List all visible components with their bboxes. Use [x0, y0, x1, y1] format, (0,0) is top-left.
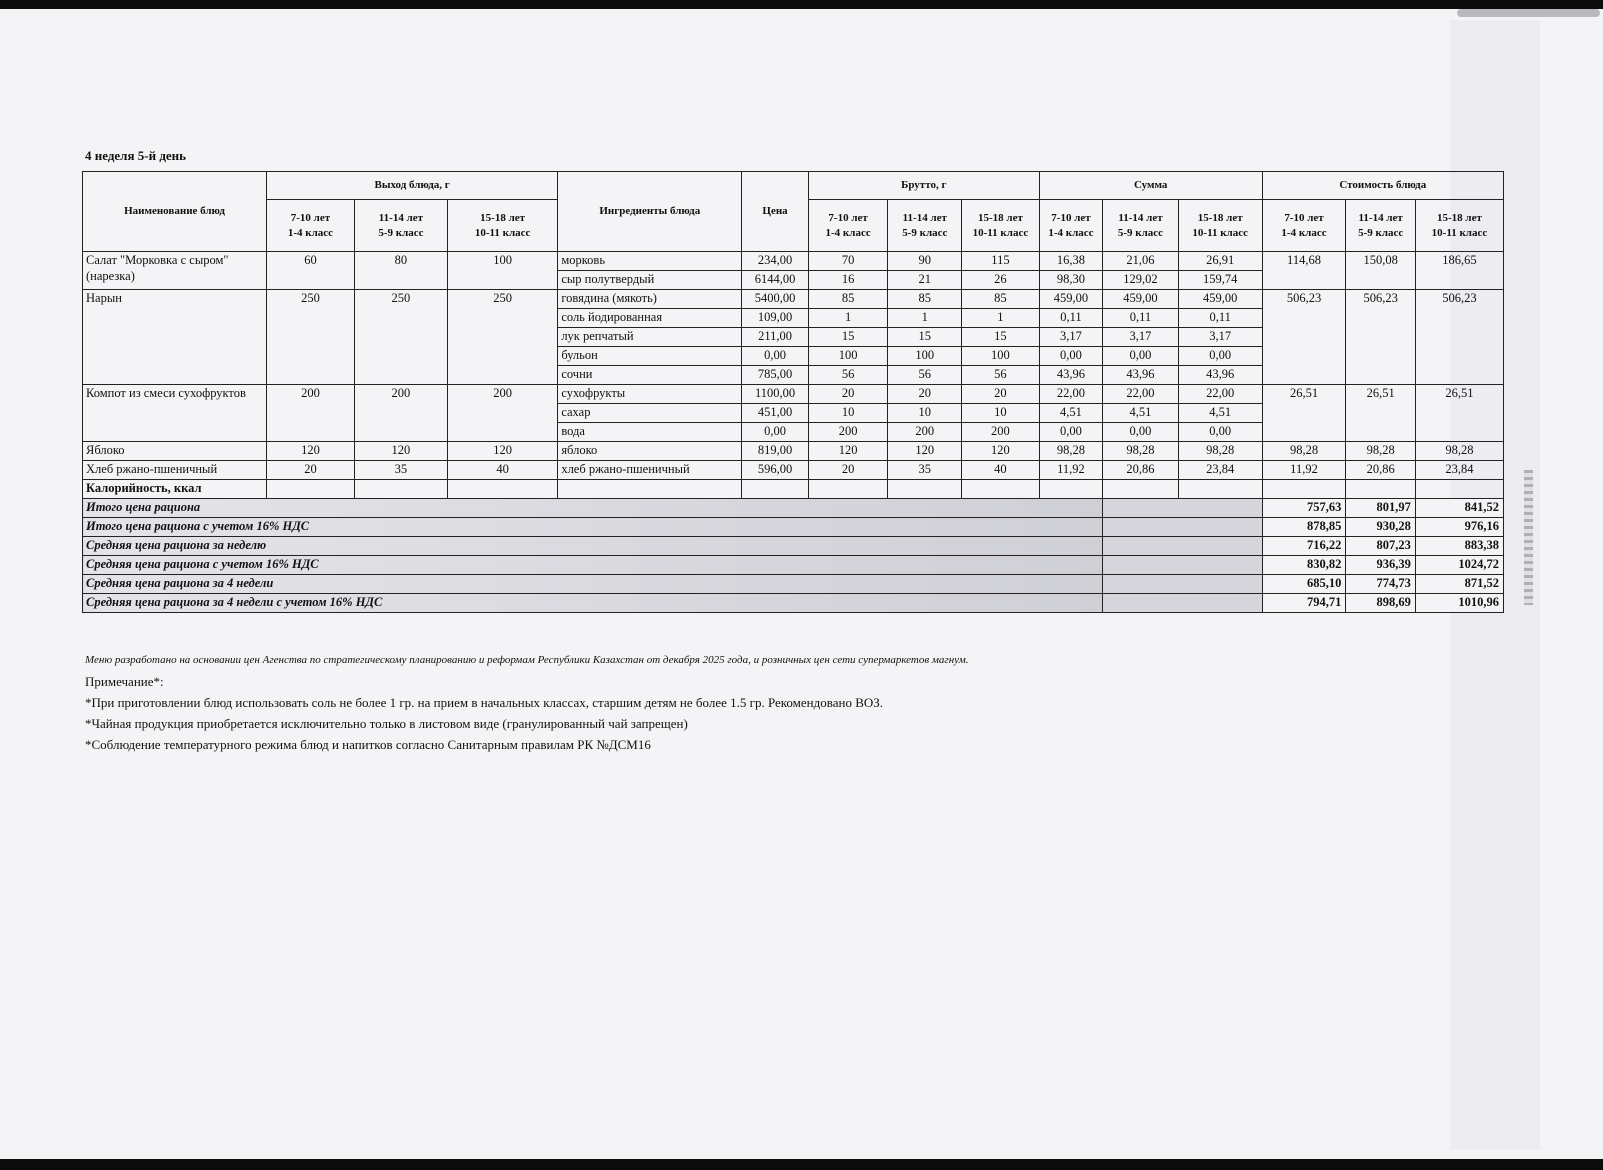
notes-section: [85, 650, 969, 755]
age-group-header: [962, 200, 1040, 252]
scrollbar-thumb[interactable]: [1457, 9, 1600, 17]
sum-cell: 159,74: [1178, 271, 1262, 290]
sum-cell: 98,28: [1103, 442, 1179, 461]
sum-cell: 16,38: [1039, 252, 1102, 271]
total-value: 774,73: [1346, 575, 1416, 594]
brutto-cell: 1: [808, 309, 888, 328]
dish-name: Яблоко: [83, 442, 267, 461]
ingredient-name: хлеб ржано-пшеничный: [558, 461, 742, 480]
ingredient-name: бульон: [558, 347, 742, 366]
brutto-cell: 120: [888, 442, 962, 461]
age-label: 15-18 лет: [977, 211, 1023, 224]
note-item: *Чайная продукция приобретается исключительно только в листовом виде (гранулированный чай запрещен): [85, 716, 688, 731]
brutto-cell: 56: [962, 366, 1040, 385]
dish-cost-cell: 98,28: [1415, 442, 1503, 461]
grade-label: 1-4 класс: [1281, 226, 1327, 239]
output-cell: 250: [354, 290, 447, 385]
age-group-header: [888, 200, 962, 252]
total-value: 878,85: [1262, 518, 1346, 537]
output-cell: 60: [267, 252, 355, 290]
dish-cost-cell: 506,23: [1262, 290, 1346, 385]
dish-cost-cell: 11,92: [1262, 461, 1346, 480]
sum-cell: 98,28: [1039, 442, 1102, 461]
grade-label: 5-9 класс: [1117, 226, 1164, 239]
brutto-cell: 56: [808, 366, 888, 385]
sum-cell: 20,86: [1103, 461, 1179, 480]
brutto-cell: 10: [962, 404, 1040, 423]
price-cell: 0,00: [742, 423, 808, 442]
header-output: Выход блюда, г: [267, 172, 558, 200]
dish-cost-cell: 506,23: [1346, 290, 1416, 385]
ingredient-name: яблоко: [558, 442, 742, 461]
brutto-cell: 85: [962, 290, 1040, 309]
age-label: 15-18 лет: [480, 211, 526, 224]
sum-cell: 98,28: [1178, 442, 1262, 461]
output-cell: 20: [267, 461, 355, 480]
empty-cell: [1039, 480, 1102, 499]
sum-cell: 4,51: [1103, 404, 1179, 423]
sum-cell: 0,00: [1178, 423, 1262, 442]
age-label: 15-18 лет: [1437, 211, 1482, 224]
price-cell: 785,00: [742, 366, 808, 385]
total-value: 976,16: [1415, 518, 1503, 537]
output-cell: 40: [447, 461, 557, 480]
sum-cell: 43,96: [1103, 366, 1179, 385]
sum-cell: 43,96: [1178, 366, 1262, 385]
grade-label: 1-4 класс: [1048, 226, 1094, 239]
total-label: Средняя цена рациона за 4 недели с учетом 16% НДС: [83, 594, 1103, 613]
age-label: 11-14 лет: [378, 211, 424, 224]
total-value: 930,28: [1346, 518, 1416, 537]
age-group-header: [354, 200, 447, 252]
ingredient-name: вода: [558, 423, 742, 442]
output-cell: 250: [267, 290, 355, 385]
empty-cell: [742, 480, 808, 499]
ingredient-name: сочни: [558, 366, 742, 385]
header-brutto: Брутто, г: [808, 172, 1039, 200]
brutto-cell: 16: [808, 271, 888, 290]
price-cell: 5400,00: [742, 290, 808, 309]
header-price: Цена: [742, 172, 808, 252]
menu-table: [82, 171, 1504, 613]
output-cell: 80: [354, 252, 447, 290]
brutto-cell: 100: [888, 347, 962, 366]
total-value: 898,69: [1346, 594, 1416, 613]
brutto-cell: 115: [962, 252, 1040, 271]
brutto-cell: 26: [962, 271, 1040, 290]
empty-cell: [1103, 518, 1262, 537]
total-value: 883,38: [1415, 537, 1503, 556]
grade-label: 1-4 класс: [825, 226, 871, 239]
sum-cell: 4,51: [1039, 404, 1102, 423]
output-cell: 200: [447, 385, 557, 442]
age-group-header: [1415, 200, 1503, 252]
dish-cost-cell: 26,51: [1262, 385, 1346, 442]
table-row: [83, 461, 1504, 480]
sum-cell: 0,00: [1178, 347, 1262, 366]
calories-row: [83, 480, 1504, 499]
sum-cell: 459,00: [1103, 290, 1179, 309]
ingredient-name: лук репчатый: [558, 328, 742, 347]
sum-cell: 4,51: [1178, 404, 1262, 423]
age-label: 11-14 лет: [1358, 211, 1403, 224]
brutto-cell: 120: [962, 442, 1040, 461]
empty-cell: [1103, 499, 1262, 518]
sum-cell: 0,11: [1039, 309, 1102, 328]
grade-label: 5-9 класс: [1358, 226, 1404, 239]
price-cell: 1100,00: [742, 385, 808, 404]
empty-cell: [962, 480, 1040, 499]
sum-cell: 0,11: [1178, 309, 1262, 328]
output-cell: 200: [267, 385, 355, 442]
note-item: *При приготовлении блюд использовать соль не более 1 гр. на прием в начальных классах, старшим детям не более 1.5 гр. Рекомендовано ВОЗ.: [85, 695, 884, 710]
total-label: Средняя цена рациона за неделю: [83, 537, 1103, 556]
total-value: 794,71: [1262, 594, 1346, 613]
age-group-header: [1039, 200, 1102, 252]
brutto-cell: 1: [888, 309, 962, 328]
sum-cell: 3,17: [1039, 328, 1102, 347]
total-value: 801,97: [1346, 499, 1416, 518]
brutto-cell: 100: [808, 347, 888, 366]
table-row: [83, 290, 1504, 309]
empty-cell: [888, 480, 962, 499]
header-ingredients: Ингредиенты блюда: [558, 172, 742, 252]
total-row: [83, 499, 1504, 518]
dish-cost-cell: 506,23: [1415, 290, 1503, 385]
total-row: [83, 575, 1504, 594]
sum-cell: 98,30: [1039, 271, 1102, 290]
grade-label: 10-11 класс: [474, 226, 531, 239]
table-row: [83, 442, 1504, 461]
output-cell: 120: [267, 442, 355, 461]
age-label: 11-14 лет: [902, 211, 947, 224]
total-row: [83, 594, 1504, 613]
grade-label: 10-11 класс: [1192, 226, 1248, 239]
brutto-cell: 10: [888, 404, 962, 423]
empty-cell: [354, 480, 447, 499]
sum-cell: 129,02: [1103, 271, 1179, 290]
brutto-cell: 85: [888, 290, 962, 309]
total-value: 1024,72: [1415, 556, 1503, 575]
brutto-cell: 85: [808, 290, 888, 309]
top-frame-bar: [0, 0, 1603, 9]
output-cell: 120: [447, 442, 557, 461]
header-sum: Сумма: [1039, 172, 1262, 200]
dish-cost-cell: 150,08: [1346, 252, 1416, 290]
empty-cell: [267, 480, 355, 499]
total-value: 807,23: [1346, 537, 1416, 556]
brutto-cell: 90: [888, 252, 962, 271]
sum-cell: 11,92: [1039, 461, 1102, 480]
sum-cell: 0,00: [1039, 423, 1102, 442]
total-value: 936,39: [1346, 556, 1416, 575]
total-row: [83, 518, 1504, 537]
total-value: 841,52: [1415, 499, 1503, 518]
sum-cell: 0,11: [1103, 309, 1179, 328]
sum-cell: 23,84: [1178, 461, 1262, 480]
sum-cell: 0,00: [1039, 347, 1102, 366]
age-label: 15-18 лет: [1197, 211, 1243, 224]
binding-stitch-mark: [1524, 470, 1533, 605]
sum-cell: 22,00: [1178, 385, 1262, 404]
price-cell: 6144,00: [742, 271, 808, 290]
price-cell: 109,00: [742, 309, 808, 328]
brutto-cell: 200: [888, 423, 962, 442]
total-value: 1010,96: [1415, 594, 1503, 613]
age-group-header: [267, 200, 355, 252]
price-cell: 0,00: [742, 347, 808, 366]
sum-cell: 22,00: [1039, 385, 1102, 404]
empty-cell: [1103, 537, 1262, 556]
grade-label: 10-11 класс: [972, 226, 1029, 239]
grade-label: 5-9 класс: [902, 226, 948, 239]
grade-label: 10-11 класс: [1431, 226, 1488, 239]
bottom-frame-bar: [0, 1159, 1603, 1170]
note-item: *Соблюдение температурного режима блюд и напитков согласно Санитарным правилам РК №ДСМ16: [85, 737, 651, 752]
dish-name: Нарын: [83, 290, 267, 385]
total-row: [83, 556, 1504, 575]
brutto-cell: 200: [808, 423, 888, 442]
output-cell: 250: [447, 290, 557, 385]
sum-cell: 22,00: [1103, 385, 1179, 404]
total-label: Средняя цена рациона за 4 недели: [83, 575, 1103, 594]
grade-label: 1-4 класс: [287, 226, 334, 239]
brutto-cell: 70: [808, 252, 888, 271]
dish-cost-cell: 114,68: [1262, 252, 1346, 290]
brutto-cell: 20: [808, 385, 888, 404]
brutto-cell: 21: [888, 271, 962, 290]
brutto-cell: 15: [962, 328, 1040, 347]
age-label: 7-10 лет: [1051, 211, 1091, 224]
empty-cell: [558, 480, 742, 499]
brutto-cell: 20: [888, 385, 962, 404]
calories-label: Калорийность, ккал: [83, 480, 267, 499]
empty-cell: [1178, 480, 1262, 499]
brutto-cell: 20: [808, 461, 888, 480]
ingredient-name: говядина (мякоть): [558, 290, 742, 309]
ingredient-name: морковь: [558, 252, 742, 271]
age-label: 7-10 лет: [290, 211, 331, 224]
dish-cost-cell: 23,84: [1415, 461, 1503, 480]
header-dish-name: Наименование блюд: [83, 172, 267, 252]
output-cell: 35: [354, 461, 447, 480]
empty-cell: [1103, 480, 1179, 499]
brutto-cell: 100: [962, 347, 1040, 366]
output-cell: 200: [354, 385, 447, 442]
brutto-cell: 200: [962, 423, 1040, 442]
total-value: 757,63: [1262, 499, 1346, 518]
age-group-header: [1103, 200, 1179, 252]
ingredient-name: соль йодированная: [558, 309, 742, 328]
brutto-cell: 56: [888, 366, 962, 385]
total-label: Средняя цена рациона с учетом 16% НДС: [83, 556, 1103, 575]
sum-cell: 3,17: [1103, 328, 1179, 347]
dish-cost-cell: 20,86: [1346, 461, 1416, 480]
table-row: [83, 385, 1504, 404]
sum-cell: 26,91: [1178, 252, 1262, 271]
age-group-header: [447, 200, 557, 252]
age-group-header: [1262, 200, 1346, 252]
dish-cost-cell: 186,65: [1415, 252, 1503, 290]
total-row: [83, 537, 1504, 556]
output-cell: 100: [447, 252, 557, 290]
header-cost: Стоимость блюда: [1262, 172, 1503, 200]
sum-cell: 0,00: [1103, 347, 1179, 366]
source-note: Меню разработано на основании цен Агенства по стратегическому планированию и реформам Республики Казахстан от декабря 2025 года, и розничных цен сети супермаркетов магнум.: [85, 654, 969, 666]
age-group-header: [1346, 200, 1416, 252]
empty-cell: [1346, 480, 1416, 499]
empty-cell: [1103, 594, 1262, 613]
output-cell: 120: [354, 442, 447, 461]
sum-cell: 43,96: [1039, 366, 1102, 385]
total-label: Итого цена рациона с учетом 16% НДС: [83, 518, 1103, 537]
price-cell: 819,00: [742, 442, 808, 461]
empty-cell: [1103, 575, 1262, 594]
dish-name: Хлеб ржано-пшеничный: [83, 461, 267, 480]
empty-cell: [808, 480, 888, 499]
dish-name: Салат "Морковка с сыром" (нарезка): [83, 252, 267, 290]
price-cell: 211,00: [742, 328, 808, 347]
brutto-cell: 40: [962, 461, 1040, 480]
empty-cell: [1262, 480, 1346, 499]
page-title: 4 неделя 5-й день: [85, 148, 187, 163]
sum-cell: 3,17: [1178, 328, 1262, 347]
total-value: 871,52: [1415, 575, 1503, 594]
sum-cell: 21,06: [1103, 252, 1179, 271]
dish-cost-cell: 26,51: [1415, 385, 1503, 442]
brutto-cell: 15: [808, 328, 888, 347]
sum-cell: 459,00: [1178, 290, 1262, 309]
notes-heading: Примечание*:: [85, 674, 164, 689]
total-label: Итого цена рациона: [83, 499, 1103, 518]
brutto-cell: 35: [888, 461, 962, 480]
ingredient-name: сахар: [558, 404, 742, 423]
total-value: 716,22: [1262, 537, 1346, 556]
age-label: 11-14 лет: [1118, 211, 1163, 224]
empty-cell: [447, 480, 557, 499]
dish-cost-cell: 98,28: [1346, 442, 1416, 461]
total-value: 830,82: [1262, 556, 1346, 575]
brutto-cell: 15: [888, 328, 962, 347]
brutto-cell: 10: [808, 404, 888, 423]
dish-cost-cell: 26,51: [1346, 385, 1416, 442]
price-cell: 596,00: [742, 461, 808, 480]
price-cell: 234,00: [742, 252, 808, 271]
total-value: 685,10: [1262, 575, 1346, 594]
table-row: [83, 252, 1504, 271]
ingredient-name: сыр полутвердый: [558, 271, 742, 290]
dish-cost-cell: 98,28: [1262, 442, 1346, 461]
brutto-cell: 120: [808, 442, 888, 461]
ingredient-name: сухофрукты: [558, 385, 742, 404]
age-label: 7-10 лет: [828, 211, 868, 224]
brutto-cell: 20: [962, 385, 1040, 404]
sum-cell: 459,00: [1039, 290, 1102, 309]
age-label: 7-10 лет: [1284, 211, 1324, 224]
grade-label: 5-9 класс: [378, 226, 424, 239]
age-group-header: [1178, 200, 1262, 252]
sum-cell: 0,00: [1103, 423, 1179, 442]
dish-name: Компот из смеси сухофруктов: [83, 385, 267, 442]
empty-cell: [1103, 556, 1262, 575]
brutto-cell: 1: [962, 309, 1040, 328]
price-cell: 451,00: [742, 404, 808, 423]
age-group-header: [808, 200, 888, 252]
empty-cell: [1415, 480, 1503, 499]
